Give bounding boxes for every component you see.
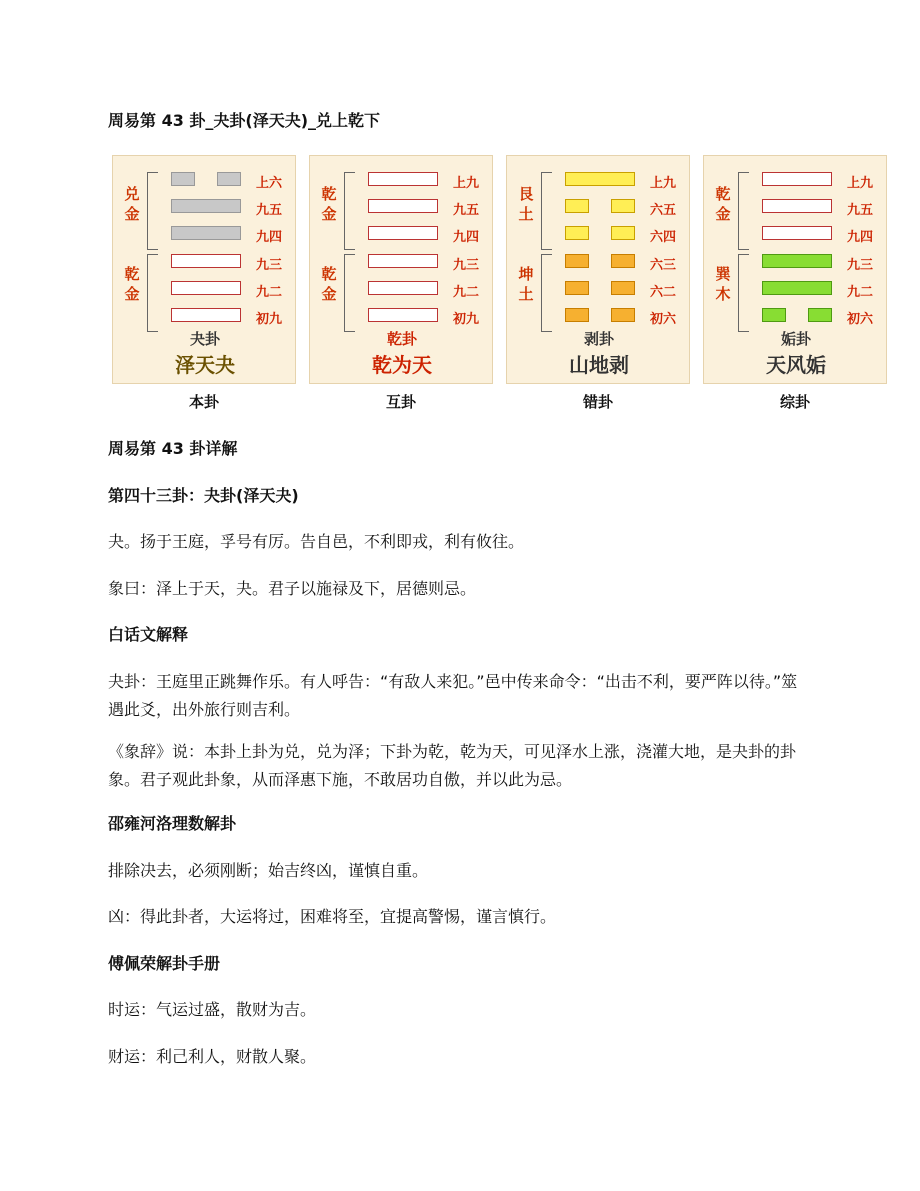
yang-line: [368, 308, 438, 322]
line-position: 九三: [847, 258, 874, 273]
section-heading: 傅佩荣解卦手册: [108, 954, 221, 973]
section-heading: 白话文解释: [108, 625, 189, 644]
upper-trigram-label: 乾金: [321, 185, 337, 223]
hexagram-long-name: 乾为天: [372, 353, 432, 377]
hexagram-panels: [112, 155, 887, 415]
lower-bracket: [147, 254, 158, 332]
lower-bracket: [738, 254, 749, 332]
yang-line: [762, 226, 832, 240]
yang-line: [565, 172, 635, 186]
line-position: 六二: [650, 285, 677, 300]
panel-hu-gua: [309, 155, 493, 384]
hexagram-long-name: 天风姤: [766, 353, 826, 377]
yin-line-right: [611, 226, 635, 240]
yang-line: [762, 254, 832, 268]
yang-line: [762, 281, 832, 295]
paragraph: 象曰：泽上于天，夬。君子以施禄及下，居德则忌。: [108, 579, 477, 598]
yang-line: [368, 254, 438, 268]
section-heading: 邵雍河洛理数解卦: [108, 814, 237, 833]
yang-line: [171, 254, 241, 268]
line-position: 初六: [847, 312, 874, 327]
panel-ben-gua: [112, 155, 296, 384]
yang-line: [171, 226, 241, 240]
page-title: 周易第 43 卦_夬卦(泽天夬)_兑上乾下: [108, 111, 381, 130]
hexagram-short-name: 姤卦: [780, 330, 811, 348]
line-position: 九五: [453, 203, 480, 218]
paragraph: 排除决去，必须刚断；始吉终凶，谨慎自重。: [108, 861, 429, 880]
line-position: 上九: [453, 176, 480, 191]
yin-line-right: [611, 199, 635, 213]
panel-zong-gua: [703, 155, 887, 384]
upper-bracket: [541, 172, 552, 250]
panel-cuo-gua: [506, 155, 690, 384]
yin-line-left: [171, 172, 195, 186]
yang-line: [368, 172, 438, 186]
line-position: 初六: [650, 312, 677, 327]
line-position: 九四: [256, 230, 283, 245]
line-position: 九五: [847, 203, 874, 218]
paragraph: 凶：得此卦者，大运将过，困难将至，宜提高警惕，谨言慎行。: [108, 907, 557, 926]
yang-line: [171, 199, 241, 213]
hexagram-long-name: 泽天夬: [175, 353, 235, 377]
line-position: 初九: [453, 312, 480, 327]
line-position: 上六: [256, 176, 283, 191]
yin-line-left: [565, 254, 589, 268]
panel-caption: 互卦: [385, 393, 416, 411]
yang-line: [171, 281, 241, 295]
yin-line-left: [565, 199, 589, 213]
yin-line-right: [611, 308, 635, 322]
hexagram-long-name: 山地剥: [569, 353, 629, 377]
hexagram-short-name: 乾卦: [386, 330, 417, 348]
panel-caption: 综卦: [779, 393, 810, 411]
line-position: 上九: [847, 176, 874, 191]
upper-bracket: [738, 172, 749, 250]
upper-trigram-label: 兑金: [124, 185, 140, 223]
line-position: 九四: [847, 230, 874, 245]
line-position: 初九: [256, 312, 283, 327]
line-position: 六五: [650, 203, 677, 218]
line-position: 九三: [256, 258, 283, 273]
yin-line-left: [565, 226, 589, 240]
line-position: 六三: [650, 258, 677, 273]
line-position: 九二: [847, 285, 874, 300]
yang-line: [368, 199, 438, 213]
yin-line-left: [565, 281, 589, 295]
yang-line: [368, 226, 438, 240]
yin-line-left: [762, 308, 786, 322]
line-position: 上九: [650, 176, 677, 191]
lower-trigram-label: 乾金: [124, 265, 140, 303]
lower-trigram-label: 巽木: [715, 265, 731, 303]
yin-line-right: [217, 172, 241, 186]
upper-trigram-label: 艮土: [518, 185, 534, 223]
yin-line-right: [611, 254, 635, 268]
hexagram-short-name: 夬卦: [189, 330, 220, 348]
yang-line: [762, 172, 832, 186]
yin-line-left: [565, 308, 589, 322]
upper-trigram-label: 乾金: [715, 185, 731, 223]
line-position: 六四: [650, 230, 677, 245]
lower-trigram-label: 坤土: [518, 265, 534, 303]
yang-line: [368, 281, 438, 295]
hexagram-short-name: 剥卦: [583, 330, 614, 348]
line-position: 九五: [256, 203, 283, 218]
line-position: 九三: [453, 258, 480, 273]
upper-bracket: [344, 172, 355, 250]
lower-bracket: [541, 254, 552, 332]
lower-trigram-label: 乾金: [321, 265, 337, 303]
paragraph: 夬卦：王庭里正跳舞作乐。有人呼告：“有敌人来犯。”邑中传来命令：“出击不利，要严阵以待。”筮遇此爻，出外旅行则吉利。: [108, 672, 798, 719]
panel-caption: 错卦: [582, 393, 613, 411]
paragraph: 《象辞》说：本卦上卦为兑，兑为泽；下卦为乾，乾为天，可见泽水上涨，浇灌大地，是夬卦的卦象。君子观此卦象，从而泽惠下施，不敢居功自傲，并以此为忌。: [108, 742, 797, 789]
paragraph: 夬。扬于王庭，孚号有厉。告自邑，不利即戎，利有攸往。: [108, 532, 525, 551]
paragraph: 财运：利己利人，财散人聚。: [108, 1047, 317, 1066]
line-position: 九四: [453, 230, 480, 245]
panel-caption: 本卦: [188, 393, 219, 411]
line-position: 九二: [453, 285, 480, 300]
yin-line-right: [808, 308, 832, 322]
section-heading: 周易第 43 卦详解: [108, 439, 238, 458]
yin-line-right: [611, 281, 635, 295]
upper-bracket: [147, 172, 158, 250]
yang-line: [171, 308, 241, 322]
section-heading: 第四十三卦：夬卦(泽天夬): [108, 486, 299, 505]
paragraph: 时运：气运过盛，散财为吉。: [108, 1000, 317, 1019]
yang-line: [762, 199, 832, 213]
lower-bracket: [344, 254, 355, 332]
line-position: 九二: [256, 285, 283, 300]
